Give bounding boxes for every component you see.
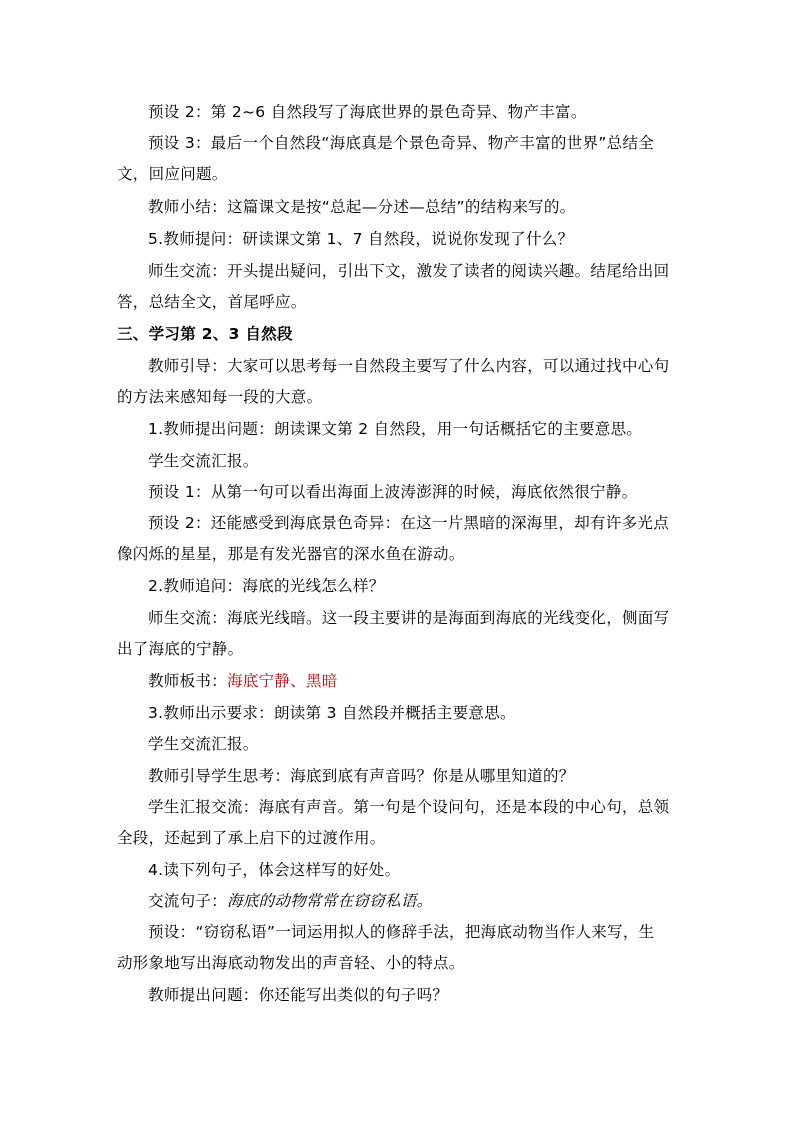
- paragraph-final-question: 教师提出问题：你还能写出类似的句子吗？: [148, 986, 449, 1004]
- paragraph-question-4: 4.读下列句子，体会这样写的好处。: [148, 861, 401, 879]
- paragraph-teacher-summary: 教师小结：这篇课文是按“总起—分述—总结”的结构来写的。: [148, 198, 576, 216]
- paragraph-question-3: 3.教师出示要求：朗读第 3 自然段并概括主要意思。: [148, 704, 516, 722]
- paragraph-preset-final-line-2: 动形象地写出海底动物发出的声音轻、小的特点。: [117, 954, 465, 972]
- paragraph-preset-2: 预设 2：第 2~6 自然段写了海底世界的景色奇异、物产丰富。: [148, 103, 587, 121]
- exchange-sentence-quote: 海底的动物常常在窃窃私语。: [227, 892, 433, 910]
- paragraph-question-2: 2.教师追问：海底的光线怎么样？: [148, 577, 385, 595]
- paragraph-exchange-2-line-1: 师生交流：海底光线暗。这一段主要讲的是海面到海底的光线变化，侧面写: [148, 609, 670, 627]
- paragraph-teacher-guide-line-1: 教师引导：大家可以思考每一自然段主要写了什么内容，可以通过找中心句: [148, 357, 670, 375]
- paragraph-preset-3-line-2: 文，回应问题。: [117, 165, 228, 183]
- paragraph-exchange-1-line-1: 师生交流：开头提出疑问，引出下文，激发了读者的阅读兴趣。结尾给出回: [148, 262, 670, 280]
- paragraph-preset-final-line-1: 预设：“窃窃私语”一词运用拟人的修辞手法，把海底动物当作人来写，生: [148, 923, 655, 941]
- blackboard-highlight: 海底宁静、黑暗: [227, 672, 338, 690]
- paragraph-preset-1: 预设 1：从第一句可以看出海面上波涛澎湃的时候，海底依然很宁静。: [148, 483, 638, 501]
- exchange-sentence-label: 交流句子：: [148, 892, 228, 910]
- paragraph-blackboard: [148, 671, 338, 691]
- paragraph-student-report-2: 学生交流汇报。: [148, 735, 259, 753]
- blackboard-label: 教师板书：: [148, 672, 228, 690]
- paragraph-exchange-2-line-2: 出了海底的宁静。: [117, 640, 244, 658]
- paragraph-question-1: 1.教师提出问题：朗读课文第 2 自然段，用一句话概括它的主要意思。: [148, 420, 643, 438]
- paragraph-teacher-guide-2: 教师引导学生思考：海底到底有声音吗？你是从哪里知道的？: [148, 767, 575, 785]
- section-heading-3: 三、学习第 2、3 自然段: [117, 325, 293, 343]
- paragraph-preset-2b-line-1: 预设 2：还能感受到海底景色奇异：在这一片黑暗的深海里，却有许多光点: [148, 514, 669, 532]
- paragraph-exchange-1-line-2: 答，总结全文，首尾呼应。: [117, 293, 307, 311]
- paragraph-exchange-sentence: [148, 891, 432, 911]
- paragraph-preset-2b-line-2: 像闪烁的星星，那是有发光器官的深水鱼在游动。: [117, 545, 465, 563]
- paragraph-teacher-guide-line-2: 的方法来感知每一段的大意。: [117, 388, 323, 406]
- paragraph-question-5: 5.教师提问：研读课文第 1、7 自然段，说说你发现了什么？: [148, 230, 574, 248]
- paragraph-student-exchange-line-1: 学生汇报交流：海底有声音。第一句是个设问句，还是本段的中心句，总领: [148, 798, 670, 816]
- paragraph-student-report-1: 学生交流汇报。: [148, 452, 259, 470]
- paragraph-student-exchange-line-2: 全段，还起到了承上启下的过渡作用。: [117, 829, 386, 847]
- paragraph-preset-3-line-1: 预设 3：最后一个自然段“海底真是个景色奇异、物产丰富的世界”总结全: [148, 134, 655, 152]
